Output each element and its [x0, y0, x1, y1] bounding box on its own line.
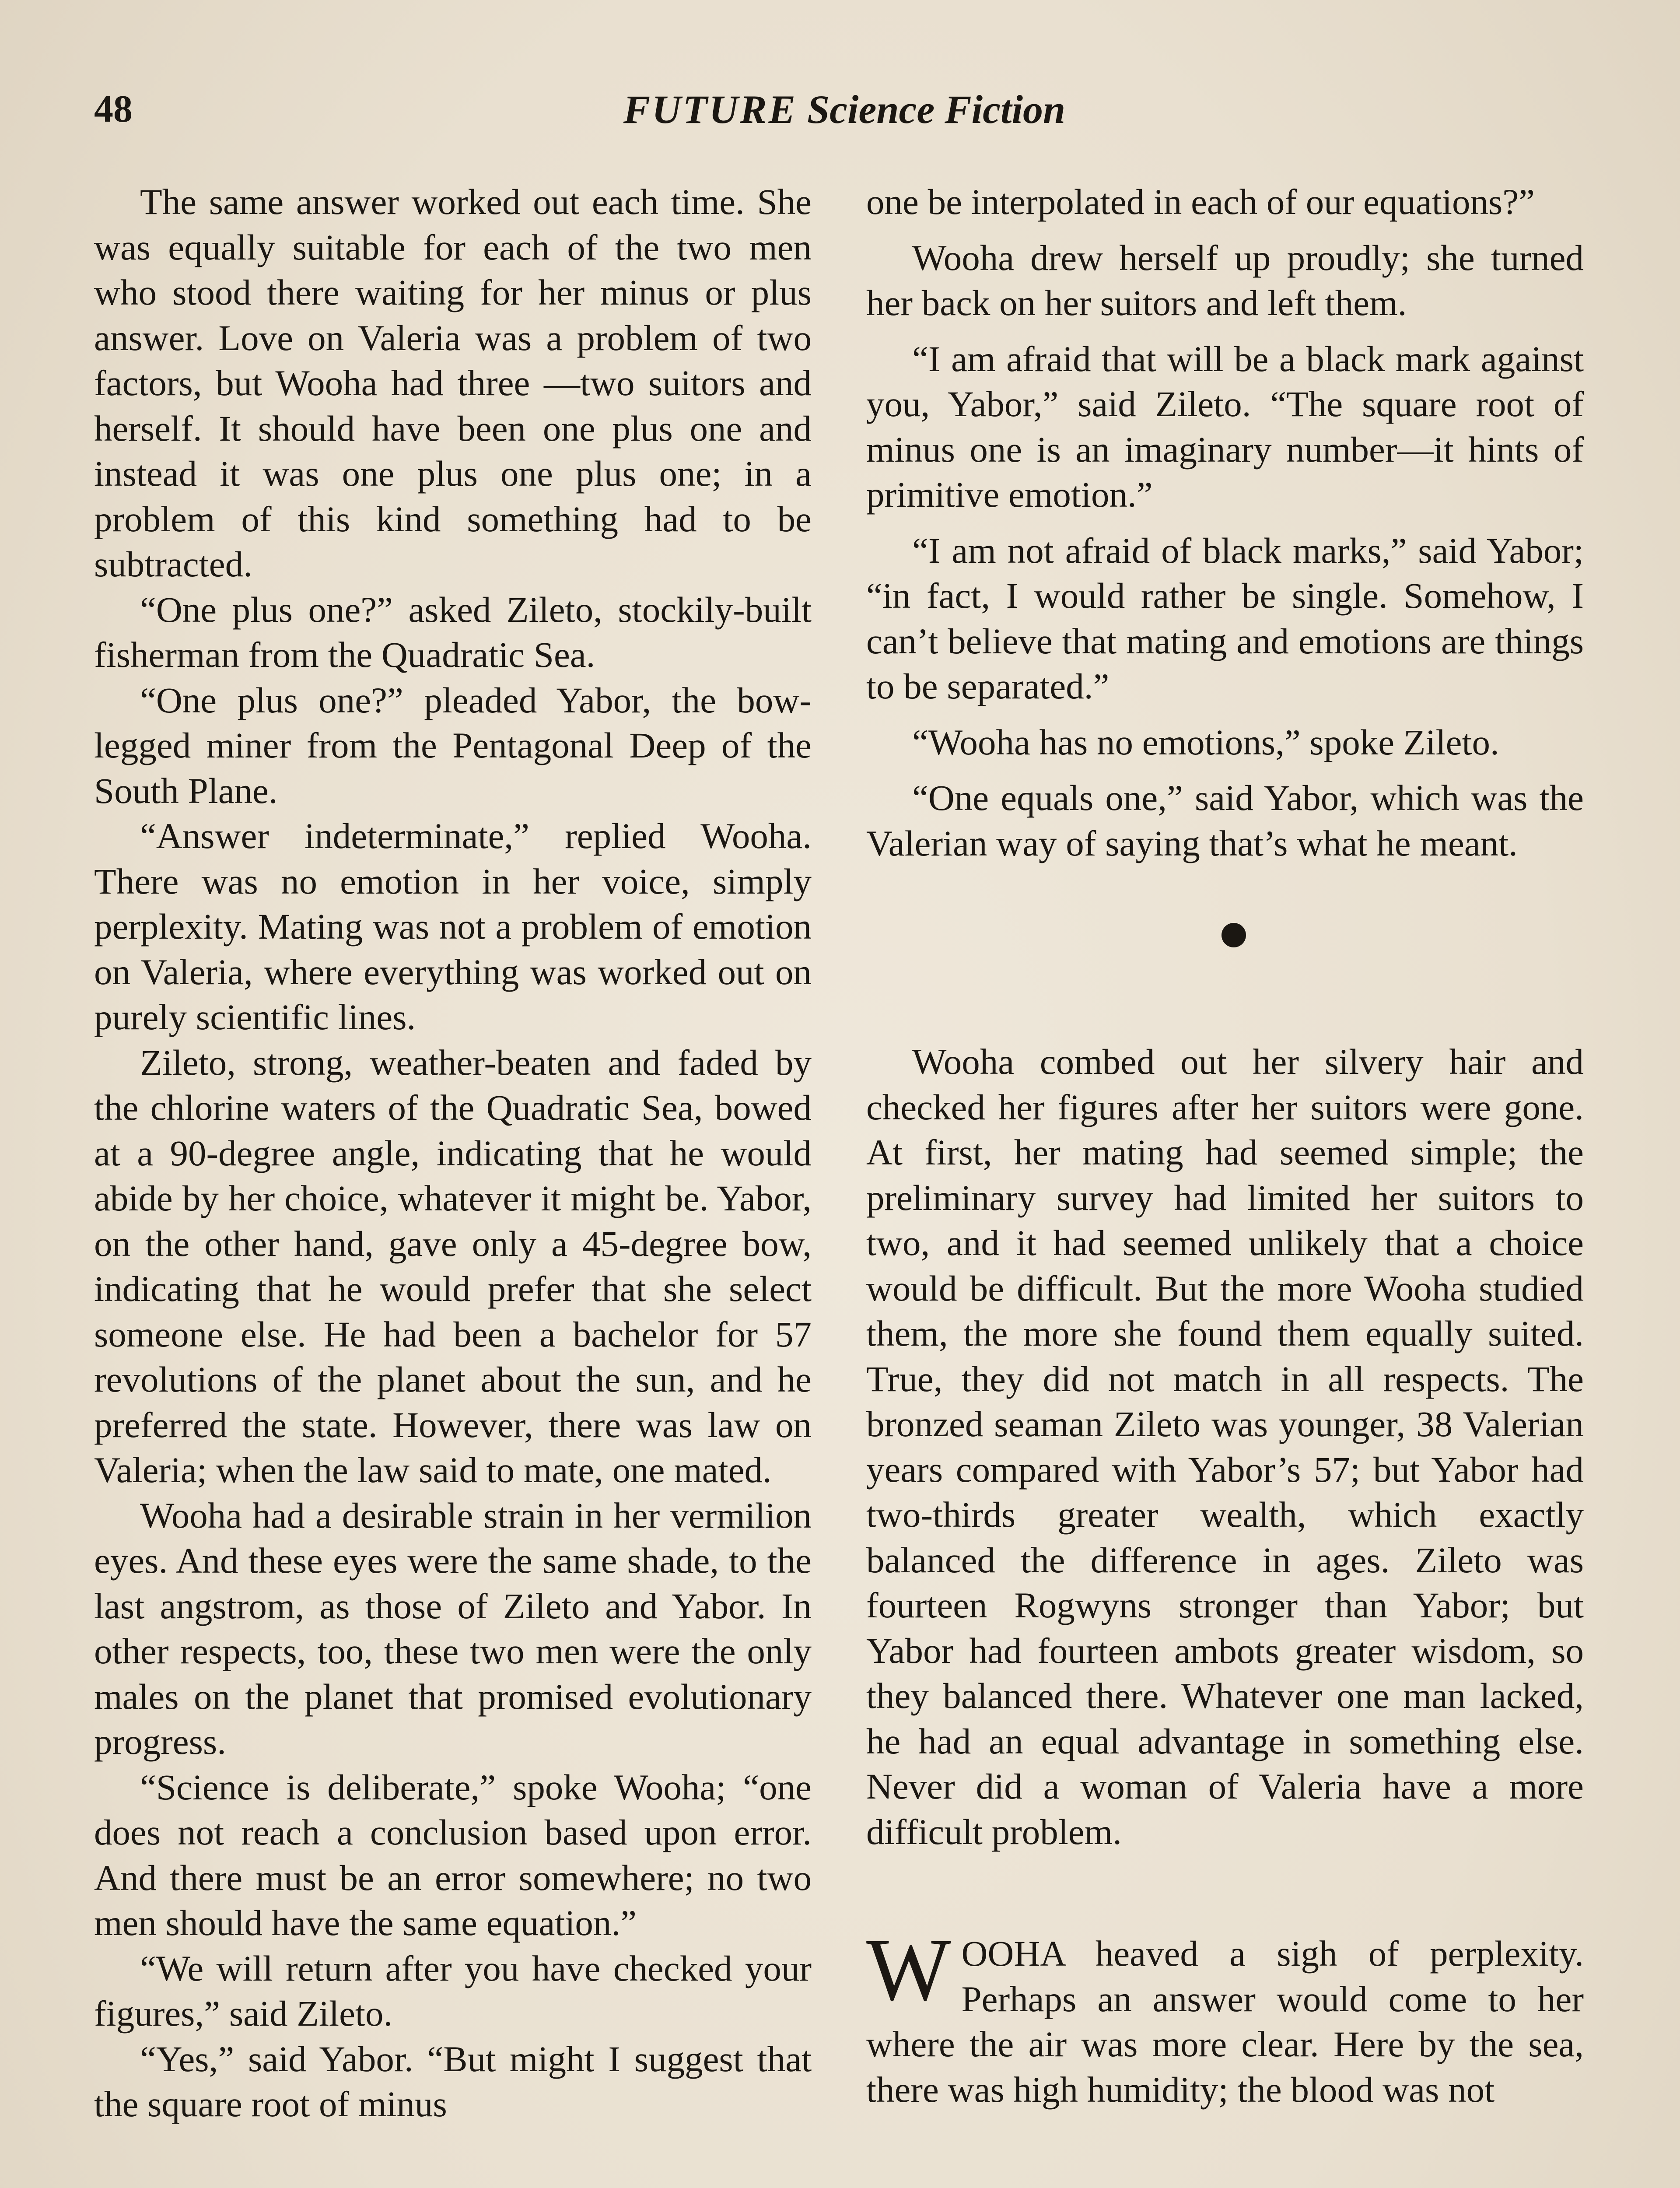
paragraph: “One equals one,” said Yabor, which was the Valerian way of saying that’s what he meant.: [866, 778, 1584, 863]
paragraph: “I am afraid that will be a black mark against you, Yabor,” said Zileto. “The square root of minus one is an imaginary number—it hints of primitive emotion.”: [866, 338, 1584, 515]
paragraph-continued: one be interpolated in each of our equations?”: [866, 182, 1535, 222]
paragraph: “Answer indeterminate,” replied Wooha. There was no emotion in her voice, simply perplexity. Mating was not a problem of emotion on Valeria, where everything was worked out on purely scientific lines.: [94, 816, 812, 1037]
paragraph: The same answer worked out each time. She was equally suitable for each of the two men who stood there waiting for her minus or plus answer. Love on Valeria was a problem of two factors, but Wooha had three —two suitors and herself. It should have been one plus one and instead it was one plus one plus one; in a problem of this kind something had to be subtracted.: [94, 182, 812, 584]
paragraph: “One plus one?” pleaded Yabor, the bow-legged miner from the Pentagonal Deep of the South Plane.: [94, 680, 812, 811]
running-head: [94, 83, 1595, 136]
paragraph: “Yes,” said Yabor. “But might I suggest that the square root of minus: [94, 2038, 812, 2124]
dropcap-paragraph: [866, 1920, 1584, 2112]
paragraph: “We will return after you have checked your figures,” said Zileto.: [94, 1948, 812, 2034]
paragraph: Zileto, strong, weather-beaten and faded by the chlorine waters of the Quadratic Sea, bowed at a 90-degree angle, indicating that he would abide by her choice, whatever it might be. Yabor, on the other hand, gave only a 45-degree bow, indicating that he would prefer that she select someone else. He had been a bachelor for 57 revolutions of the planet about the sun, and he preferred the state. However, there was law on Valeria; when the law said to mate, one mated.: [94, 1042, 812, 1490]
paragraph: “One plus one?” asked Zileto, stockily-built fisherman from the Quadratic Sea.: [94, 589, 812, 675]
paragraph: “I am not afraid of black marks,” said Yabor; “in fact, I would rather be single. Somehow, I can’t believe that mating and emotions are things to be separated.”: [866, 530, 1584, 706]
section-gap: [866, 1855, 1584, 1931]
paragraph: Wooha had a desirable strain in her vermilion eyes. And these eyes were the same shade, to the last angstrom, as those of Zileto and Yabor. In other respects, too, these two men were the only males on the planet that promised evolutionary progress.: [94, 1495, 812, 1762]
drop-cap-initial: W: [866, 1920, 951, 2020]
paragraph: Wooha drew herself up proudly; she turned her back on her suitors and left them.: [866, 237, 1584, 323]
page-number: 48: [94, 88, 133, 130]
section-break-dot: [1222, 923, 1246, 947]
page-header: [94, 83, 1595, 136]
left-column: [94, 179, 812, 2127]
magazine-title: FUTURE: [623, 87, 797, 132]
right-column: [866, 179, 1584, 2112]
paragraph: “Science is deliberate,” spoke Wooha; “one does not reach a conclusion based upon error. And there must be an error somewhere; no two men should have the same equation.”: [94, 1767, 812, 1943]
paragraph: “Wooha has no emotions,” spoke Zileto.: [912, 722, 1499, 762]
paragraph: Wooha combed out her silvery hair and checked her figures after her suitors were gone. At first, her mating had seemed simple; the preliminary survey had limited her suitors to two, and it had seemed unlikely that a choice would be difficult. But the more Wooha studied them, the more she found them equally suited. True, they did not match in all respects. The bronzed seaman Zileto was younger, 38 Valerian years compared with Yabor’s 57; but Yabor had two-thirds greater wealth, which exactly balanced the difference in ages. Zileto was fourteen Rogwyns stronger than Yabor; but Yabor had fourteen ambots greater wisdom, so they balanced there. Whatever one man lacked, he had an equal advantage in something else. Never did a woman of Valeria have a more difficult problem.: [866, 1041, 1584, 1852]
dropcap-paragraph-text: OOHA heaved a sigh of perplexity. Perhaps an answer would come to her where the air was more clear. Here by the sea, there was high humidity; the blood was not: [866, 1933, 1584, 2110]
magazine-subtitle: Science Fiction: [807, 87, 1066, 132]
